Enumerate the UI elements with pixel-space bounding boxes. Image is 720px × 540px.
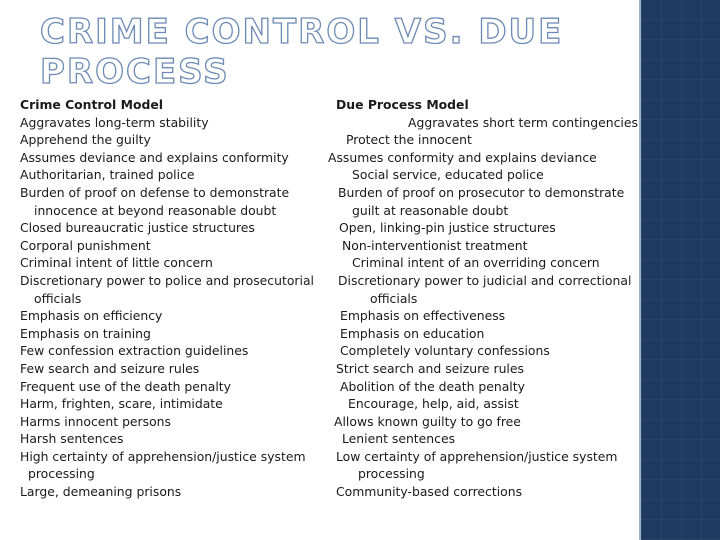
- crime-control-item: Authoritarian, trained police: [20, 167, 195, 183]
- comparison-row: [18, 184, 658, 202]
- crime-control-item: officials: [34, 290, 82, 306]
- due-process-item: guilt at reasonable doubt: [352, 202, 509, 218]
- comparison-row: [18, 342, 658, 360]
- due-process-item: Assumes conformity and explains deviance: [328, 149, 597, 165]
- due-process-item: Lenient sentences: [342, 431, 456, 447]
- crime-control-item: Harm, frighten, scare, intimidate: [20, 396, 223, 412]
- due-process-item: Completely voluntary confessions: [340, 343, 550, 359]
- comparison-row: [18, 149, 658, 167]
- comparison-row: [18, 131, 658, 149]
- crime-control-item: Burden of proof on defense to demonstrate: [20, 184, 290, 200]
- crime-control-item: Discretionary power to police and prosecutorial: [20, 272, 314, 288]
- due-process-item: Community-based corrections: [336, 484, 523, 500]
- due-process-item: Strict search and seizure rules: [336, 360, 524, 376]
- comparison-row: [18, 219, 658, 237]
- slide-title: CRIME CONTROL VS. DUE PROCESS: [40, 12, 564, 92]
- comparison-row: [18, 395, 658, 413]
- due-process-header: Due Process Model: [336, 97, 469, 112]
- due-process-item: officials: [370, 290, 418, 306]
- comparison-row: [18, 430, 658, 448]
- comparison-row: [18, 360, 658, 378]
- due-process-item: Burden of proof on prosecutor to demonstrate: [338, 184, 625, 200]
- crime-control-item: Apprehend the guilty: [20, 132, 151, 148]
- comparison-row: [18, 325, 658, 343]
- due-process-item: Open, linking-pin justice structures: [339, 220, 556, 236]
- comparison-row: [18, 237, 658, 255]
- comparison-row: [18, 202, 658, 220]
- crime-control-item: Criminal intent of little concern: [20, 255, 213, 271]
- crime-control-item: Aggravates long-term stability: [20, 114, 209, 130]
- due-process-item: Non-interventionist treatment: [342, 237, 528, 253]
- due-process-item: Criminal intent of an overriding concern: [352, 255, 600, 271]
- due-process-item: Aggravates short term contingencies: [408, 114, 638, 130]
- comparison-row: [18, 290, 658, 308]
- due-process-item: processing: [358, 466, 425, 482]
- comparison-row: [18, 483, 658, 501]
- crime-control-item: processing: [28, 466, 95, 482]
- crime-control-item: High certainty of apprehension/justice system: [20, 448, 306, 464]
- comparison-row: [18, 166, 658, 184]
- crime-control-item: Frequent use of the death penalty: [20, 378, 231, 394]
- comparison-row: [18, 272, 658, 290]
- crime-control-item: Emphasis on training: [20, 325, 151, 341]
- comparison-row: [18, 254, 658, 272]
- crime-control-item: Closed bureaucratic justice structures: [20, 220, 255, 236]
- due-process-item: Abolition of the death penalty: [340, 378, 525, 394]
- due-process-item: Allows known guilty to go free: [334, 413, 521, 429]
- crime-control-item: Few confession extraction guidelines: [20, 343, 249, 359]
- due-process-item: Social service, educated police: [352, 167, 544, 183]
- due-process-item: Low certainty of apprehension/justice system: [336, 448, 618, 464]
- comparison-row: [18, 465, 658, 483]
- crime-control-item: Assumes deviance and explains conformity: [20, 149, 289, 165]
- comparison-list: [18, 96, 658, 501]
- comparison-row: [18, 448, 658, 466]
- crime-control-item: Large, demeaning prisons: [20, 484, 182, 500]
- comparison-row: [18, 307, 658, 325]
- comparison-row: [18, 114, 658, 132]
- due-process-item: Emphasis on education: [340, 325, 485, 341]
- due-process-item: Protect the innocent: [346, 132, 472, 148]
- column-headers: [18, 96, 658, 114]
- due-process-item: Encourage, help, aid, assist: [348, 396, 519, 412]
- crime-control-item: Few search and seizure rules: [20, 360, 200, 376]
- crime-control-item: Emphasis on efficiency: [20, 308, 163, 324]
- comparison-row: [18, 378, 658, 396]
- crime-control-item: innocence at beyond reasonable doubt: [34, 202, 277, 218]
- crime-control-item: Harsh sentences: [20, 431, 124, 447]
- crime-control-item: Corporal punishment: [20, 237, 151, 253]
- due-process-item: Emphasis on effectiveness: [340, 308, 506, 324]
- due-process-item: Discretionary power to judicial and correctional: [338, 272, 632, 288]
- comparison-row: [18, 413, 658, 431]
- crime-control-item: Harms innocent persons: [20, 413, 171, 429]
- crime-control-header: Crime Control Model: [20, 97, 163, 112]
